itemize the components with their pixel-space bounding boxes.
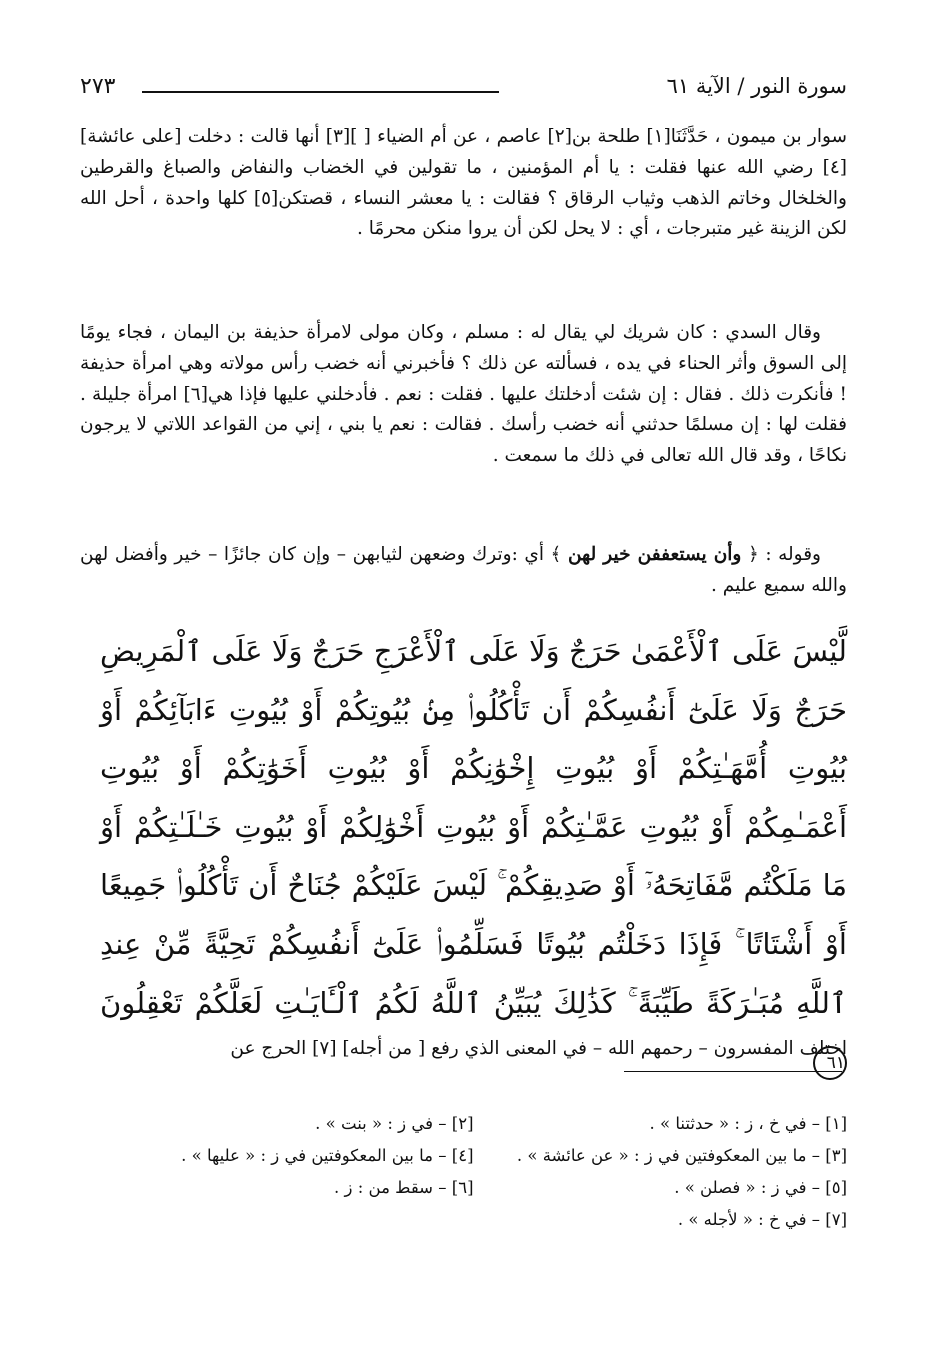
- paragraph-tafsir-start: اختلف المفسرون – رحمهم الله – في المعنى الذي رفع [ من أجله] [٧] الحرج عن: [230, 1038, 847, 1059]
- footnote-7: [٧] – في خ : « لأجله » .: [677, 1210, 847, 1229]
- quran-verse-block: [100, 622, 847, 1091]
- quoted-verse-fragment: وأن يستعففن خير لهن: [567, 544, 742, 565]
- footnotes: [100, 1108, 847, 1236]
- quote-open: وقوله : ﴿: [747, 544, 821, 565]
- verse-text: لَّيْسَ عَلَى ٱلْأَعْمَىٰ حَرَجٌ وَلَا عَلَى ٱلْأَعْرَجِ حَرَجٌ وَلَا عَلَى ٱلْمَرِيضِ حَرَجٌ وَلَا عَلَىٰٓ أَنفُسِكُمْ أَن تَأْكُلُوا۟ مِنۢ بُيُوتِكُمْ أَوْ بُيُوتِ ءَابَآئِكُمْ أَوْ بُيُوتِ أُمَّهَـٰتِكُمْ أَوْ بُيُوتِ إِخْوَٰنِكُمْ أَوْ بُيُوتِ أَخَوَٰتِكُمْ أَوْ بُيُوتِ أَعْمَـٰمِكُمْ أَوْ بُيُوتِ عَمَّـٰتِكُمْ أَوْ بُيُوتِ أَخْوَٰلِكُمْ أَوْ بُيُوتِ خَـٰلَـٰتِكُمْ أَوْ مَا مَلَكْتُم مَّفَاتِحَهُۥٓ أَوْ صَدِيقِكُمْ ۚ لَيْسَ عَلَيْكُمْ جُنَاحٌ أَن تَأْكُلُوا۟ جَمِيعًا أَوْ أَشْتَاتًا ۚ فَإِذَا دَخَلْتُم بُيُوتًا فَسَلِّمُوا۟ عَلَىٰٓ أَنفُسِكُمْ تَحِيَّةً مِّنْ عِندِ ٱللَّهِ مُبَـٰرَكَةً طَيِّبَةً ۚ كَذَٰلِكَ يُبَيِّنُ ٱللَّهُ لَكُمُ ٱلْـَٔايَـٰتِ لَعَلَّكُمْ تَعْقِلُونَ: [100, 634, 847, 1020]
- page-header: [80, 74, 847, 108]
- footnote-1: [١] – في خ ، ز : « حدثتنا » .: [649, 1114, 847, 1133]
- footnote-3: [٣] – ما بين المعكوفتين في ز : « عن عائشة » .: [516, 1146, 847, 1165]
- paragraph-hadith: سوار بن ميمون ، حَدَّثَنَا[١] طلحة بن[٢] عاصم ، عن أم الضياء [ ][٣] أنها قالت : دخلت [على عائشة][٤] رضي الله عنها فقلت : يا أم المؤمنين ، ما تقولين في الخضاب والنفاض والصباغ والقرطين والخلخال وخاتم الذهب وثياب الرقاق ؟ فقالت : يا معشر النساء ، قصتكن[٥] كلها واحدة ، أحل الله لكن الزينة غير متبرجات ، أي : لا يحل لكن أن يروا منكن محرمًا .: [80, 126, 848, 240]
- ayah-number-marker: ٦١: [813, 1046, 847, 1080]
- page-number: ٢٧٣: [80, 74, 116, 99]
- header-rule: [142, 91, 499, 93]
- footnote-2: [٢] – في ز : « بنت » .: [315, 1114, 474, 1133]
- paragraph-suddi: وقال السدي : كان شريك لي يقال له : مسلم ، وكان مولى لامرأة حذيفة بن اليمان ، فجاء يومًا إلى السوق وأثر الحناء في يده ، فسألته عن ذلك ؟ فأخبرني أنه خضب رأس مولاته وهي امرأة حذيفة ! فأنكرت ذلك . فقال : إن شئت أدخلتك عليها . فقلت : نعم . فأدخلني عليها فإذا هي[٦] امرأة جليلة . فقلت لها : إن مسلمًا حدثني أنه خضب رأسك . فقالت : نعم يا بني ، إني من القواعد اللاتي لا يرجون نكاحًا ، وقد قال الله تعالى في ذلك ما سمعت .: [80, 322, 847, 467]
- footnote-5: [٥] – في ز : « فصلن » .: [674, 1178, 847, 1197]
- footnote-separator: [624, 1071, 842, 1072]
- running-title: سورة النور / الآية ٦١: [666, 74, 847, 98]
- footnote-6: [٦] – سقط من : ز .: [334, 1178, 474, 1197]
- commentary-text: ﴾ أي :وترك وضعهن لثيابهن – وإن كان جائزًا – خير وأفضل لهن والله سميع عليم .: [80, 544, 847, 596]
- footnote-4: [٤] – ما بين المعكوفتين في ز : « عليها » .: [181, 1146, 474, 1165]
- paragraph-commentary: [80, 540, 847, 602]
